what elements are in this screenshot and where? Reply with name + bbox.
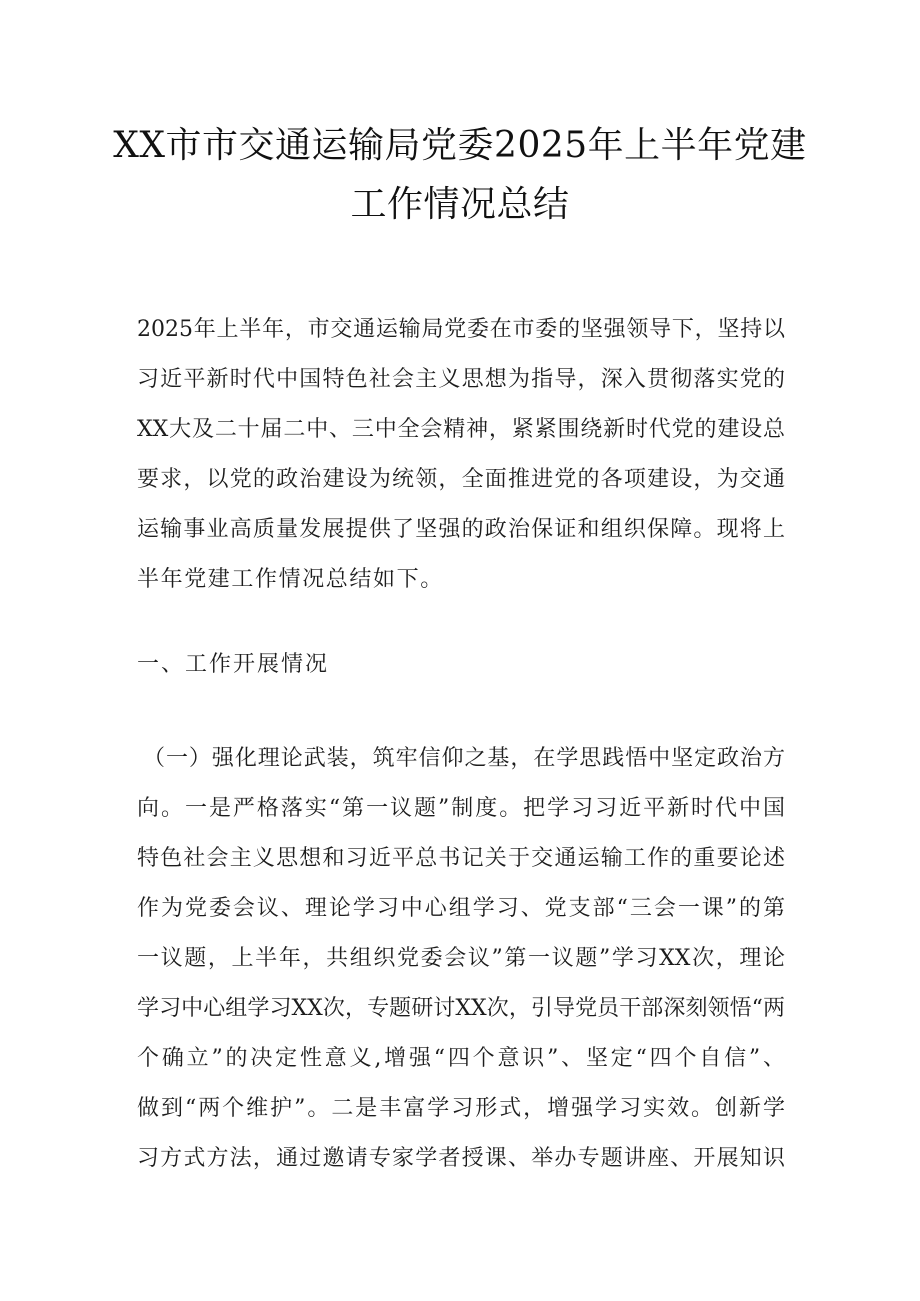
intro-line: 要求，以党的政治建设为统领，全面推进党的各项建设，为交通: [137, 467, 785, 492]
section-1-line: 特色社会主义思想和习近平总书记关于交通运输工作的重要论述: [137, 846, 785, 871]
section-1-line: 向。一是严格落实“第一议题”制度。把学习习近平新时代中国: [137, 796, 785, 821]
section-1-line: 个确立”的决定性意义,增强“四个意识”、坚定“四个自信”、: [137, 1046, 785, 1071]
section-1-line: 做到“两个维护”。二是丰富学习形式，增强学习实效。创新学: [137, 1096, 785, 1121]
intro-line: 2025年上半年，市交通运输局党委在市委的坚强领导下，坚持以: [137, 317, 785, 342]
section-1-line: 学习中心组学习XX次，专题研讨XX次，引导党员干部深刻领悟“两: [137, 996, 785, 1021]
section-1-line: 习方式方法，通过邀请专家学者授课、举办专题讲座、开展知识: [137, 1146, 785, 1171]
document-title-line-2: 工作情况总结: [350, 184, 570, 225]
intro-line: 半年党建工作情况总结如下。: [137, 567, 444, 592]
section-heading: 一、工作开展情况: [137, 652, 330, 677]
section-1-line: （一）强化理论武装，筑牢信仰之基，在学思践悟中坚定政治方: [143, 746, 785, 771]
intro-line: 习近平新时代中国特色社会主义思想为指导，深入贯彻落实党的: [137, 367, 785, 392]
intro-line: XX大及二十届二中、三中全会精神，紧紧围绕新时代党的建设总: [137, 417, 785, 442]
section-1-line: 一议题，上半年，共组织党委会议”第一议题”学习XX次，理论: [137, 946, 785, 971]
section-1-line: 作为党委会议、理论学习中心组学习、党支部“三会一课”的第: [137, 896, 785, 921]
intro-line: 运输事业高质量发展提供了坚强的政治保证和组织保障。现将上: [137, 517, 785, 542]
document-title-line-1: XX市市交通运输局党委2025年上半年党建: [113, 125, 807, 166]
